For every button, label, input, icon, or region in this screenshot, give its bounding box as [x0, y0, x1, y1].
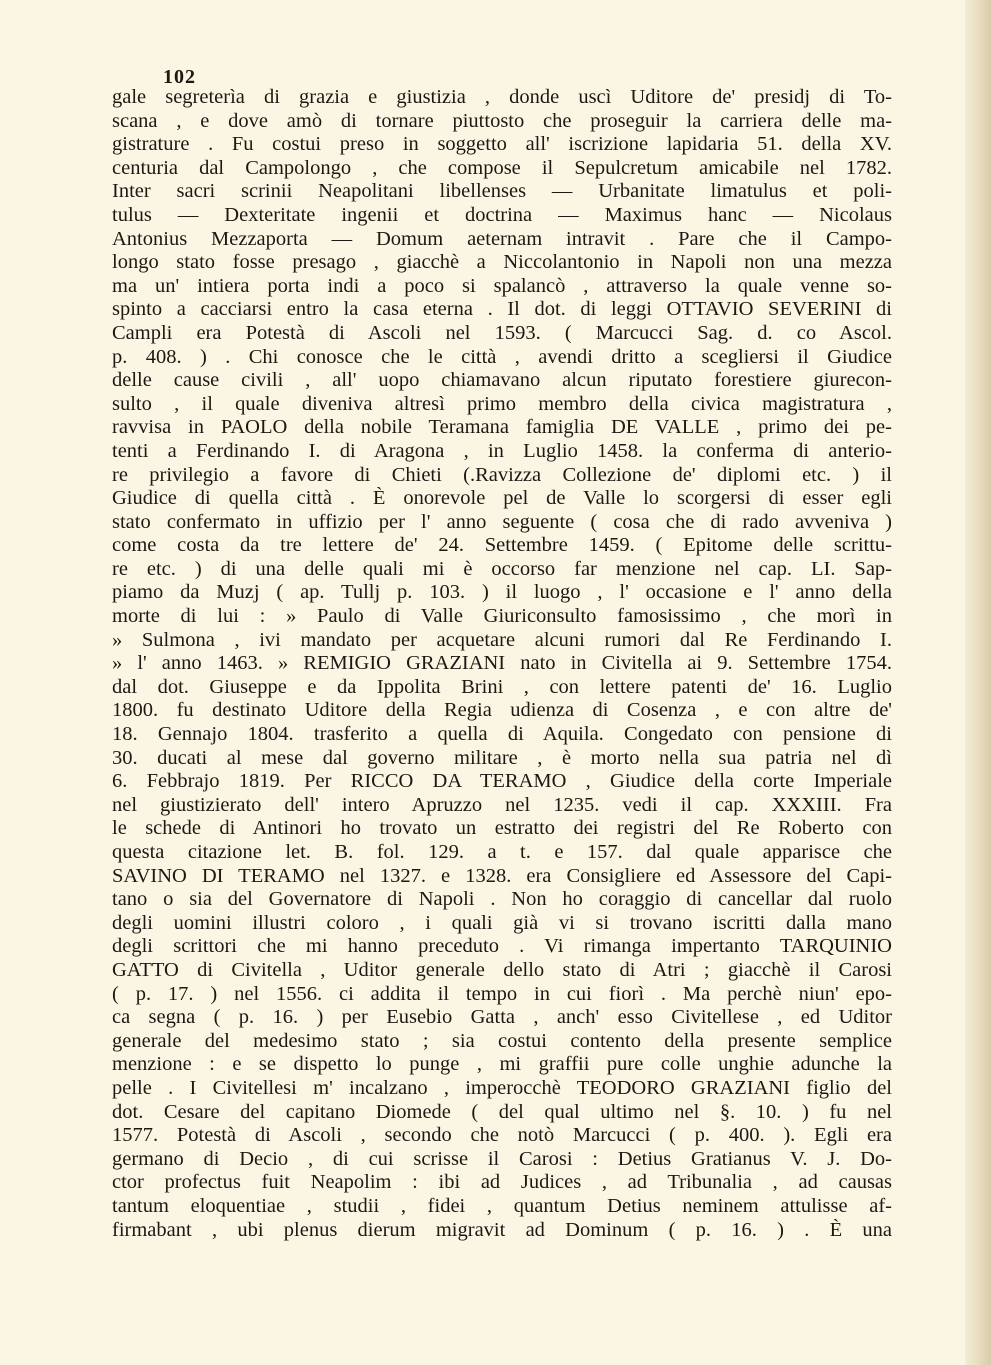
text-line: delle cause civili , all' uopo chiamavano alcun riputato forestiere giurecon- — [112, 369, 892, 392]
text-line: ma un' intiera porta indi a poco si spalancò , attraverso la quale venne so- — [112, 274, 892, 297]
text-line: generale del medesimo stato ; sia costui contento della presente semplice — [112, 1029, 892, 1052]
text-line: germano di Decio , di cui scrisse il Carosi : Detius Gratianus V. J. Do- — [112, 1147, 892, 1170]
text-line: dal dot. Giuseppe e da Ippolita Brini , con lettere patenti de' 16. Luglio — [112, 675, 892, 698]
text-line: questa citazione let. B. fol. 129. a t. e 157. dal quale apparisce che — [112, 841, 892, 863]
text-line: SAVINO DI TERAMO nel 1327. e 1328. era Consigliere ed Assessore del Capi- — [112, 864, 892, 887]
text-line: centuria dal Campolongo , che compose il Sepulcretum amicabile nel 1782. — [112, 156, 892, 179]
text-line: ctor profectus fuit Neapolim : ibi ad Judices , ad Tribunalia , ad causas — [112, 1171, 892, 1194]
text-line: » Sulmona , ivi mandato per acquetare alcuni rumori dal Re Ferdinando I. — [112, 628, 892, 651]
text-line: Campli era Potestà di Ascoli nel 1593. ( Marcucci Sag. d. co Ascol. — [112, 321, 892, 344]
text-line: piamo da Muzj ( ap. Tullj p. 103. ) il luogo , l' occasione e l' anno della — [112, 581, 892, 604]
text-line: 6. Febbrajo 1819. Per RICCO DA TERAMO , Giudice della corte Imperiale — [112, 770, 892, 793]
body-text — [112, 86, 892, 1242]
text-line: Inter sacri scrinii Neapolitani libellenses — Urbanitate limatulus et poli- — [112, 180, 892, 203]
page-number: 102 — [163, 66, 196, 88]
text-line: scana , e dove amò di tornare piuttosto che proseguir la carriera delle ma- — [112, 109, 892, 132]
text-line: Giudice di quella città . È onorevole pel de Valle lo scorgersi di esser egli — [112, 487, 892, 510]
text-line: firmabant , ubi plenus dierum migravit ad Dominum ( p. 16. ) . È una — [112, 1218, 892, 1241]
text-line: GATTO di Civitella , Uditor generale dello stato di Atri ; giacchè il Carosi — [112, 958, 892, 981]
text-line: degli scrittori che mi hanno preceduto . Vi rimanga impertanto TARQUINIO — [112, 935, 892, 958]
page-edge-shadow — [965, 0, 991, 1365]
text-line: tulus — Dexteritate ingenii et doctrina — Maximus hanc — Nicolaus — [112, 203, 892, 226]
text-line: ca segna ( p. 16. ) per Eusebio Gatta , anch' esso Civitellese , ed Uditor — [112, 1006, 892, 1029]
text-line: Antonius Mezzaporta — Domum aeternam intravit . Pare che il Campo- — [112, 227, 892, 250]
text-line: re etc. ) di una delle quali mi è occorso far menzione nel cap. LI. Sap- — [112, 557, 892, 580]
text-line: tenti a Ferdinando I. di Aragona , in Luglio 1458. la conferma di anterio- — [112, 439, 892, 462]
text-line: pelle . I Civitellesi m' incalzano , imperocchè TEODORO GRAZIANI figlio del — [112, 1076, 892, 1099]
text-line: longo stato fosse presago , giacchè a Niccolantonio in Napoli non una mezza — [112, 251, 892, 274]
text-line: 30. ducati al mese dal governo militare , è morto nella sua patria nel dì — [112, 746, 892, 769]
text-line: morte di lui : » Paulo di Valle Giuriconsulto famosissimo , che morì in — [112, 605, 892, 628]
text-line: tano o sia del Governatore di Napoli . Non ho coraggio di cancellar dal ruolo — [112, 888, 892, 911]
text-line: sulto , il quale diveniva altresì primo membro della civica magistratura , — [112, 392, 892, 415]
text-line: degli uomini illustri coloro , i quali già vi si trovano iscritti dalla mano — [112, 911, 892, 934]
text-line: come costa da tre lettere de' 24. Settembre 1459. ( Epitome delle scrittu- — [112, 534, 892, 557]
text-line: menzione : e se dispetto lo punge , mi graffii pure colle unghie adunche la — [112, 1053, 892, 1076]
text-line: dot. Cesare del capitano Diomede ( del qual ultimo nel §. 10. ) fu nel — [112, 1100, 892, 1123]
text-line: gale segreterìa di grazia e giustizia , donde uscì Uditore de' presidj di To- — [112, 86, 892, 108]
text-line: nel giustizierato dell' intero Apruzzo nel 1235. vedi il cap. XXXIII. Fra — [112, 793, 892, 816]
text-line: le schede di Antinori ho trovato un estratto dei registri del Re Roberto con — [112, 817, 892, 840]
text-line: » l' anno 1463. » REMIGIO GRAZIANI nato in Civitella ai 9. Settembre 1754. — [112, 652, 892, 675]
text-line: tantum eloquentiae , studii , fidei , quantum Detius neminem attulisse af- — [112, 1194, 892, 1217]
text-line: 1800. fu destinato Uditore della Regia udienza di Cosenza , e con altre de' — [112, 699, 892, 722]
text-line: spinto a cacciarsi entro la casa eterna . Il dot. di leggi OTTAVIO SEVERINI di — [112, 298, 892, 321]
text-line: gistrature . Fu costui preso in soggetto all' iscrizione lapidaria 51. della XV. — [112, 133, 892, 156]
text-line: 18. Gennajo 1804. trasferito a quella di Aquila. Congedato con pensione di — [112, 723, 892, 746]
text-line: ravvisa in PAOLO della nobile Teramana famiglia DE VALLE , primo dei pe- — [112, 416, 892, 439]
text-line: 1577. Potestà di Ascoli , secondo che notò Marcucci ( p. 400. ). Egli era — [112, 1124, 892, 1147]
text-line: stato confermato in uffizio per l' anno seguente ( cosa che di rado avveniva ) — [112, 510, 892, 533]
text-line: re privilegio a favore di Chieti (.Ravizza Collezione de' diplomi etc. ) il — [112, 463, 892, 486]
text-line: ( p. 17. ) nel 1556. ci addita il tempo in cui fiorì . Ma perchè niun' epo- — [112, 982, 892, 1005]
text-line: p. 408. ) . Chi conosce che le città , avendi dritto a scegliersi il Giudice — [112, 345, 892, 368]
